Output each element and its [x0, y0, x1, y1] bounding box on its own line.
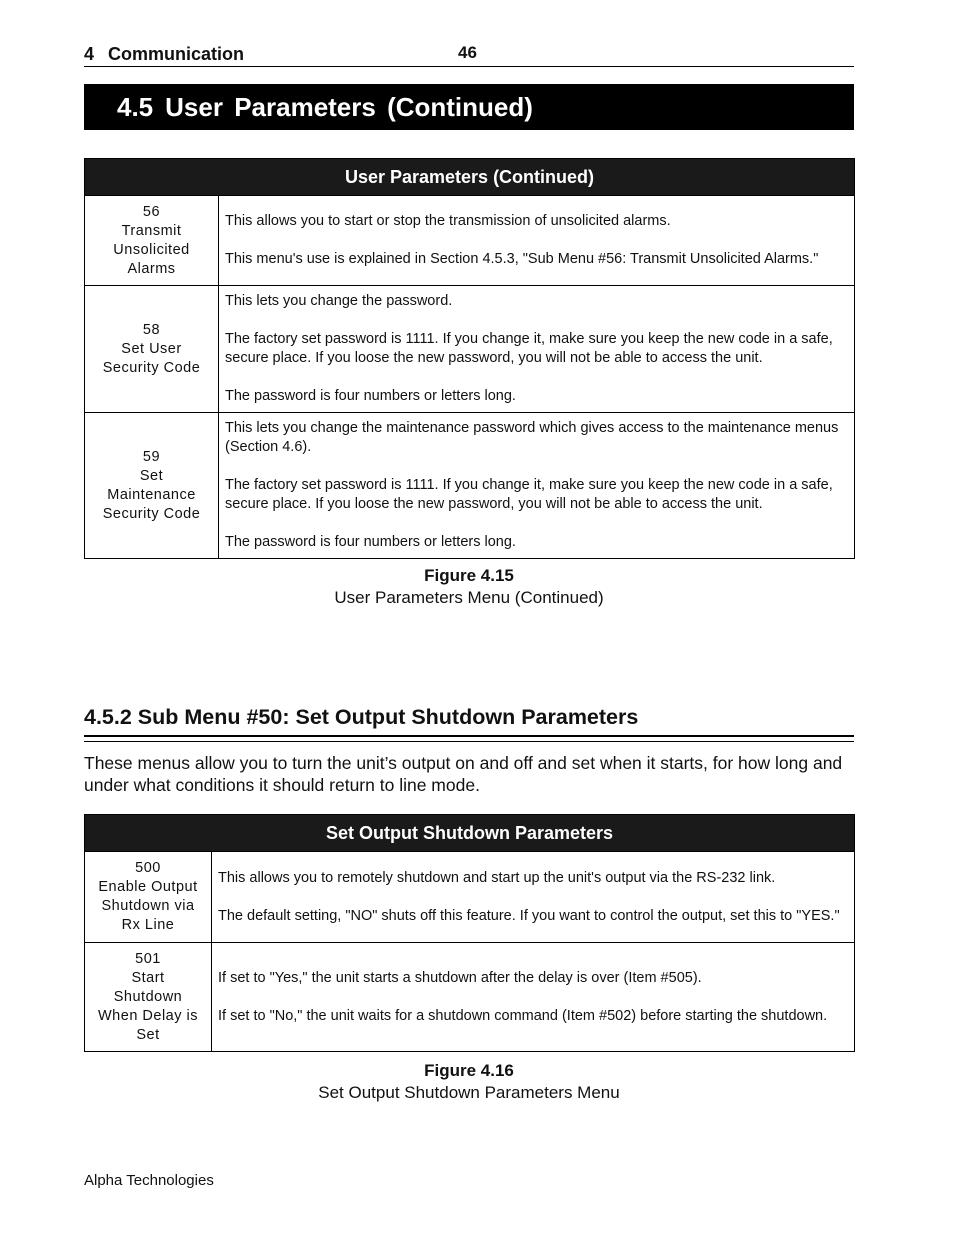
description-paragraph: This menu's use is explained in Section 4.5.3, "Sub Menu #56: Transmit Unsolicited Alarms." — [225, 251, 819, 267]
description-paragraph: The password is four numbers or letters long. — [225, 388, 516, 404]
figure-title: Set Output Shutdown Parameters Menu — [318, 1083, 620, 1102]
description-paragraph: This allows you to start or stop the transmission of unsolicited alarms. — [225, 213, 671, 229]
description-paragraph: The factory set password is 1111. If you change it, make sure you keep the new code in a safe, secure place. If you loose the new password, you will not be able to access the unit. — [225, 331, 833, 366]
figure-label: Figure 4.16 — [424, 1061, 514, 1080]
parameter-label: Set User — [121, 340, 182, 357]
description-cell — [219, 413, 855, 559]
parameter-code: 59 — [142, 448, 161, 465]
parameter-label: Start — [131, 969, 165, 986]
chapter-heading — [84, 44, 244, 65]
parameter-label: Unsolicited — [113, 241, 190, 258]
parameter-label: Maintenance — [107, 486, 196, 503]
parameter-cell — [85, 413, 219, 559]
parameter-label: Rx Line — [121, 917, 175, 933]
subsection-heading: 4.5.2 Sub Menu #50: Set Output Shutdown Parameters — [84, 705, 639, 729]
chapter-title: Communication — [108, 44, 245, 64]
table-row — [85, 286, 855, 413]
description-cell — [219, 286, 855, 413]
figure-title: User Parameters Menu (Continued) — [334, 588, 604, 607]
user-parameters-table — [84, 158, 855, 559]
table-row — [85, 196, 855, 286]
description-paragraph: This allows you to remotely shutdown and start up the unit's output via the RS-232 link. — [218, 869, 776, 886]
description-cell — [212, 943, 855, 1052]
table-row — [85, 852, 855, 943]
parameter-code: 501 — [135, 950, 161, 967]
chapter-number: 4 — [84, 44, 95, 64]
parameter-label: Set — [136, 1026, 160, 1043]
parameter-code: 58 — [142, 321, 161, 338]
footer-company: Alpha Technologies — [84, 1172, 214, 1189]
table-row — [85, 943, 855, 1052]
intro-paragraph: These menus allow you to turn the unit’s output on and off and set when it starts, for how long and under what conditions it should return to line mode. — [84, 753, 843, 795]
description-paragraph: If set to "Yes," the unit starts a shutdown after the delay is over (Item #505). — [218, 969, 702, 986]
parameter-code: 56 — [142, 203, 161, 220]
parameter-cell — [85, 196, 219, 286]
parameter-cell — [85, 943, 212, 1052]
parameter-cell — [85, 286, 219, 413]
shutdown-parameters-table — [84, 814, 855, 1052]
description-paragraph: This lets you change the password. — [225, 293, 453, 309]
parameter-label: Set — [139, 467, 164, 484]
parameter-label: Shutdown — [113, 988, 183, 1005]
description-paragraph: The password is four numbers or letters long. — [225, 534, 516, 550]
parameter-label: Alarms — [127, 260, 176, 277]
description-paragraph: If set to "No," the unit waits for a shutdown command (Item #502) before starting the shutdown. — [218, 1007, 828, 1024]
table-header: Set Output Shutdown Parameters — [85, 815, 855, 852]
parameter-label: Transmit — [121, 222, 182, 239]
description-paragraph: The default setting, "NO" shuts off this feature. If you want to control the output, set this to "YES." — [218, 907, 840, 924]
parameter-label: Security Code — [102, 359, 201, 376]
parameter-label: When Delay is — [98, 1007, 198, 1024]
table-header: User Parameters (Continued) — [85, 159, 855, 196]
heading-rule — [84, 735, 854, 737]
heading-rule — [84, 741, 854, 742]
section-heading — [84, 84, 854, 130]
description-paragraph: This lets you change the maintenance password which gives access to the maintenance menus (Section 4.6). — [225, 420, 839, 455]
description-paragraph: The factory set password is 1111. If you change it, make sure you keep the new code in a safe, secure place. If you loose the new password, you will not be able to access the unit. — [225, 477, 833, 512]
parameter-label: Security Code — [102, 505, 201, 522]
parameter-label: Enable Output — [98, 879, 198, 895]
description-cell — [219, 196, 855, 286]
parameter-cell — [85, 852, 212, 943]
figure-label: Figure 4.15 — [424, 566, 514, 585]
figure-caption — [84, 565, 854, 609]
page-number: 46 — [458, 43, 477, 62]
table-row — [85, 413, 855, 559]
section-number: 4.5 — [117, 92, 154, 122]
running-header — [84, 40, 854, 67]
description-cell — [212, 852, 855, 943]
figure-caption — [84, 1060, 854, 1104]
section-title: User Parameters (Continued) — [165, 92, 533, 122]
parameter-label: Shutdown via — [101, 898, 195, 914]
parameter-code: 500 — [135, 860, 161, 876]
